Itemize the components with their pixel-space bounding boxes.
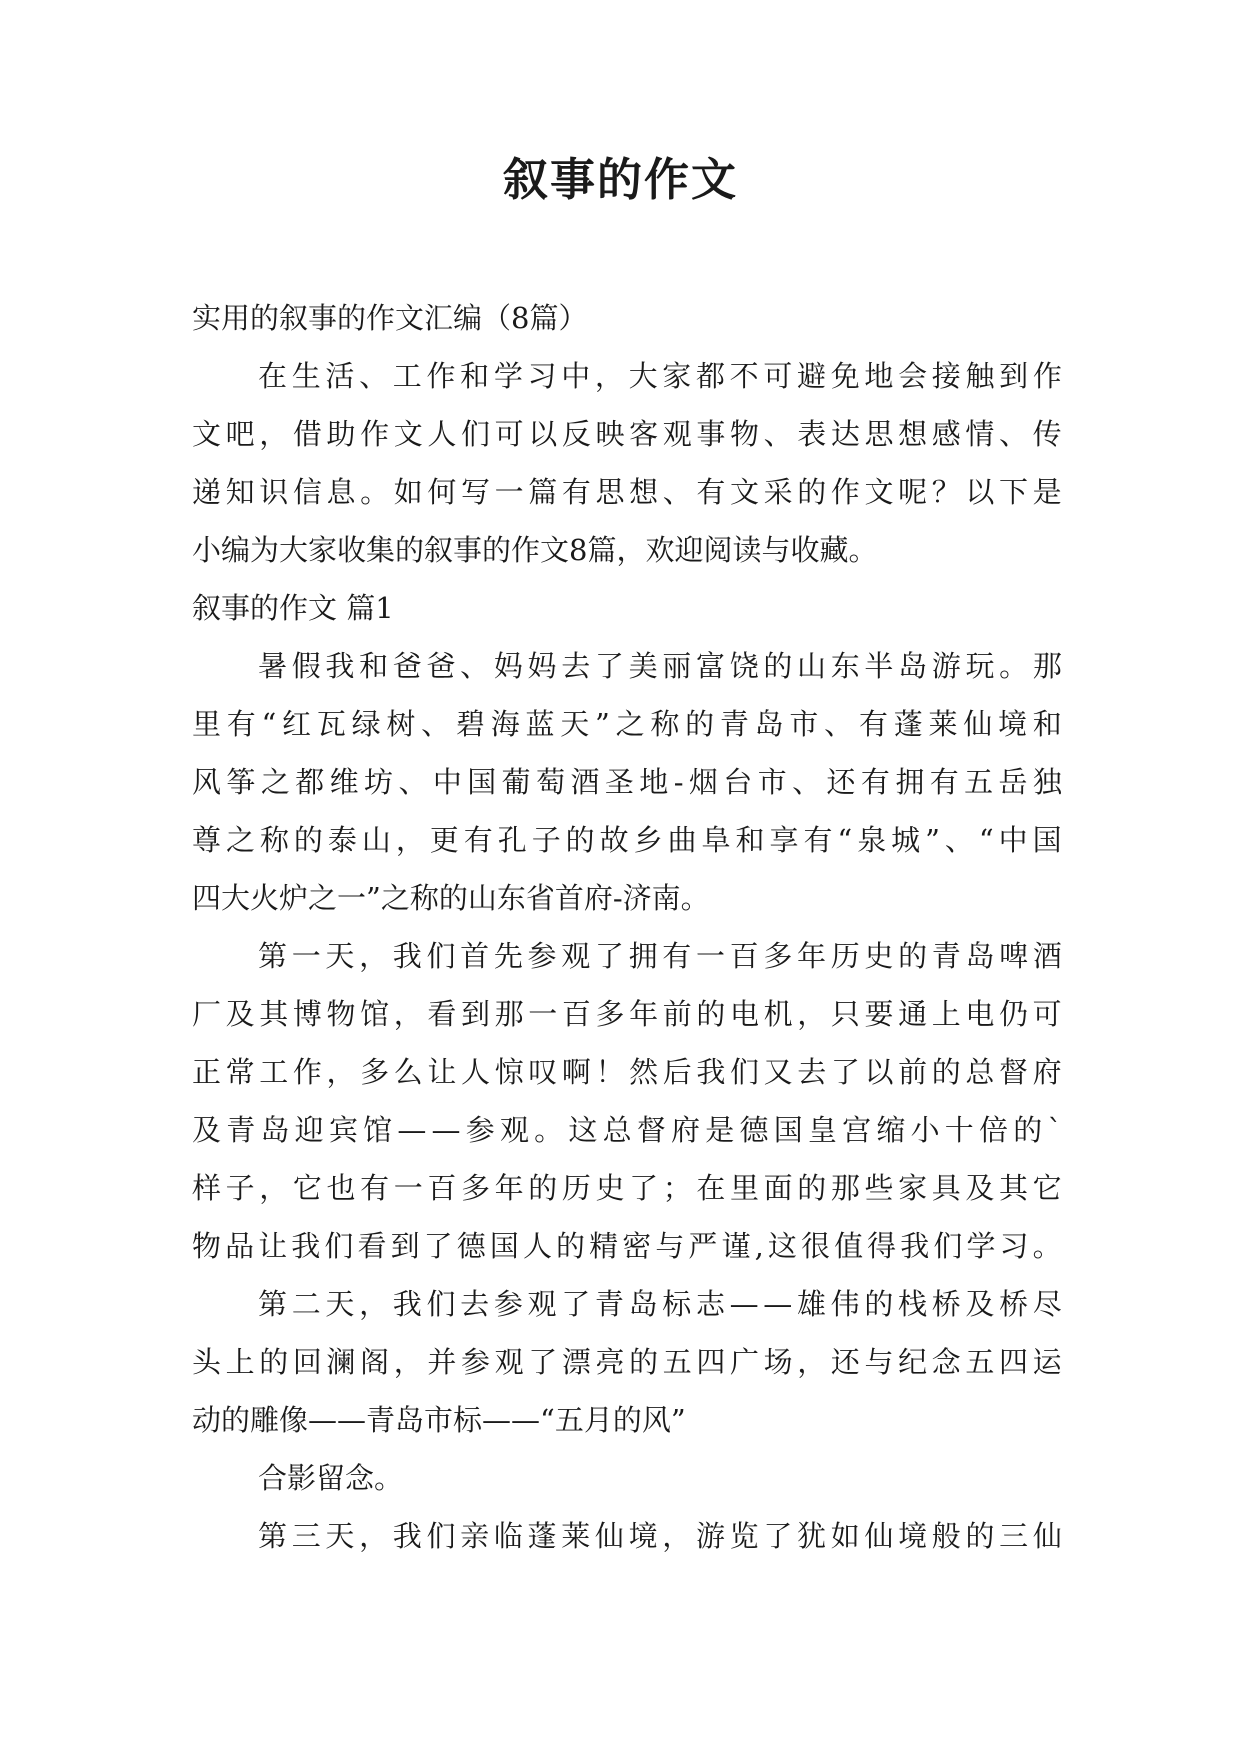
text-line: 物 品 让 我 们 看 到 了 德 国 人 的 精 密 与 严 谨 , 这 很 值 得 我 们 学 习 。 bbox=[192, 1229, 1062, 1263]
text-line: 叙事的作文 篇1 bbox=[192, 591, 394, 625]
text-line: 实用的叙事的作文汇编（8篇） bbox=[192, 301, 588, 335]
text-line: 头 上 的 回 澜 阁 ， 并 参 观 了 漂 亮 的 五 四 广 场 ， 还 与 纪 念 五 四 运 bbox=[192, 1345, 1062, 1379]
text-line: 合影留念。 bbox=[258, 1461, 404, 1495]
text-line: 在 生 活 、 工 作 和 学 习 中 ， 大 家 都 不 可 避 免 地 会 接 触 到 作 bbox=[258, 359, 1062, 393]
text-line: 四大火炉之一”之称的山东省首府-济南。 bbox=[192, 881, 710, 915]
document-title: 叙事的作文 bbox=[502, 153, 738, 206]
text-line: 第 三 天 ， 我 们 亲 临 蓬 莱 仙 境 ， 游 览 了 犹 如 仙 境 般 的 三 仙 bbox=[258, 1519, 1062, 1553]
text-line: 正 常 工 作 ， 多 么 让 人 惊 叹 啊 ！ 然 后 我 们 又 去 了 以 前 的 总 督 府 bbox=[192, 1055, 1062, 1089]
document-body bbox=[192, 289, 1062, 1565]
text-line: 文 吧 ， 借 助 作 文 人 们 可 以 反 映 客 观 事 物 、 表 达 思 想 感 情 、 传 bbox=[192, 417, 1062, 451]
text-line: 里 有 “ 红 瓦 绿 树 、 碧 海 蓝 天 ” 之 称 的 青 岛 市 、 有 蓬 莱 仙 境 和 bbox=[192, 707, 1062, 741]
text-line: 小编为大家收集的叙事的作文8篇，欢迎阅读与收藏。 bbox=[192, 533, 878, 567]
text-line: 第 二 天 ， 我 们 去 参 观 了 青 岛 标 志 — — 雄 伟 的 栈 桥 及 桥 尽 bbox=[258, 1287, 1062, 1321]
text-line: 及 青 岛 迎 宾 馆 — — 参 观 。 这 总 督 府 是 德 国 皇 宫 缩 小 十 倍 的 ` bbox=[192, 1113, 1062, 1147]
text-line: 样 子 ， 它 也 有 一 百 多 年 的 历 史 了 ； 在 里 面 的 那 些 家 具 及 其 它 bbox=[192, 1171, 1062, 1205]
text-line: 第 一 天 ， 我 们 首 先 参 观 了 拥 有 一 百 多 年 历 史 的 青 岛 啤 酒 bbox=[258, 939, 1062, 973]
text-line: 风 筝 之 都 维 坊 、 中 国 葡 萄 酒 圣 地 - 烟 台 市 、 还 有 拥 有 五 岳 独 bbox=[192, 765, 1062, 799]
text-line: 尊 之 称 的 泰 山 ， 更 有 孔 子 的 故 乡 曲 阜 和 享 有 “ 泉 城 ” 、 “ 中 国 bbox=[192, 823, 1062, 857]
text-line: 厂 及 其 博 物 馆 ， 看 到 那 一 百 多 年 前 的 电 机 ， 只 要 通 上 电 仍 可 bbox=[192, 997, 1062, 1031]
text-line: 动的雕像——青岛市标——“五月的风” bbox=[192, 1403, 686, 1437]
text-line: 暑 假 我 和 爸 爸 、 妈 妈 去 了 美 丽 富 饶 的 山 东 半 岛 游 玩 。 那 bbox=[258, 649, 1062, 683]
text-line: 递 知 识 信 息 。 如 何 写 一 篇 有 思 想 、 有 文 采 的 作 文 呢 ？ 以 下 是 bbox=[192, 475, 1062, 509]
